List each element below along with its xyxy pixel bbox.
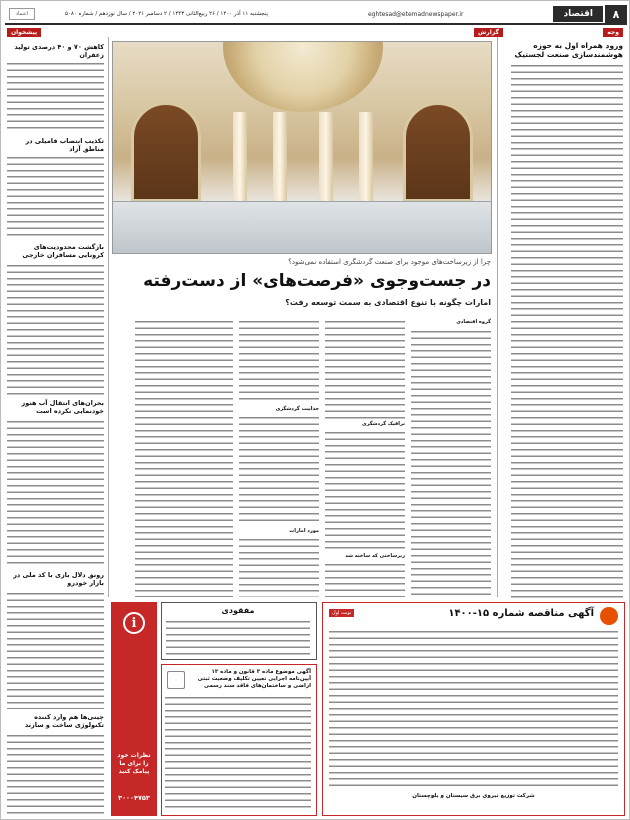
body-column-3c [239,537,319,597]
left-item-3-body [7,263,104,395]
main-subhead: امارات چگونه با تنوع اقتصادی به سمت توسعه رفت؟ [285,298,491,307]
right-column-headline: ورود همراه اول به حوزه هوشمندسازی صنعت لجستیک [514,41,623,60]
missing-notice [161,602,317,660]
byline: گروه اقتصادی [456,319,491,325]
issue-date: پنجشنبه ۱۱ آذر ۱۴۰۰ / ۲۶ ربیع‌الثانی ۱۴۴۳ / ۲ دسامبر ۲۰۲۱ / سال نوزدهم / شماره ۵۰۸۰ [65,11,268,17]
section-label: اقتصاد [553,6,603,22]
tag-report: گزارش [474,28,503,37]
hall-photo [112,41,492,254]
left-item-3-title: بازگشت محدودیت‌های کرونایی مسافران خارجی [22,243,104,260]
left-item-2-body [7,155,104,239]
tender-badge: نوبت اول [329,609,354,617]
body-column-2b [325,430,405,550]
legal-notice-body [165,695,311,811]
tender-footer: شرکت توزیع نیروی برق سیستان و بلوچستان [412,793,535,799]
subhead-infra: زیرساختی که ساخته شد [345,553,405,559]
left-item-1-body [7,61,104,133]
tag-right: وجه [603,28,623,37]
left-item-1-title: کاهش ۷۰ و ۴۰ درصدی تولید زعفران [14,43,104,60]
sms-promo-text: نظرات خود را برای ما پیامک کنید [117,752,151,775]
left-item-5-body [7,591,104,709]
legal-notice-title: آگهی موضوع ماده ۳ قانون و ماده ۱۳ آیین‌نامه اجرایی تعیین تکلیف وضعیت ثبتی اراضی و ساختمان‌های فاقد سند رسمی [197,669,311,689]
sms-promo [111,602,157,816]
sms-number: ۳۰۰۰۴۷۵۳ [118,794,150,802]
subhead-traffic: ترافیک گردشگری [362,421,405,427]
page-number: ۸ [605,5,627,23]
body-column-3b [239,415,319,525]
missing-title: مفقودی [221,606,255,615]
tag-left: پیشخوان [7,28,41,37]
left-item-4-title: بحران‌های انتقال آب هنوز خودنمایی نکرده است [21,399,104,416]
subhead-attraction: جذابیت گردشگری [275,406,319,412]
body-column-1 [411,329,491,597]
main-headline: در جست‌وجوی «فرصت‌های» از دست‌رفته [143,271,491,291]
masthead [5,5,627,25]
left-item-2-title: تکذیب انتصاب فامیلی در مناطق آزاد [25,137,104,154]
right-column-body [511,63,623,599]
left-item-6-body [7,733,104,815]
section-email: eghtesad@etemadnewspaper.ir [367,10,464,18]
legal-notice [161,664,317,816]
body-column-4 [135,319,233,597]
tender-body [329,629,618,787]
column-divider [497,37,498,597]
left-item-6-title: چینی‌ها هم وارد کننده تکنولوژی ساخت و سازند [24,713,104,730]
kicker: چرا از زیرساخت‌های موجود برای صنعت گردشگری استفاده نمی‌شود؟ [288,258,491,266]
subhead-uae: مورد امارات [289,528,319,534]
body-column-2a [325,319,405,419]
left-item-5-title: رونق دلال بازی با کد ملی در بازار خودرو [13,571,104,588]
missing-body [166,619,310,657]
emblem-icon [167,671,185,689]
newspaper-logo: اعتماد [9,8,35,20]
tender-title: آگهی مناقصه شماره ۱۵-۱۴۰۰ [448,608,594,619]
body-column-3a [239,319,319,404]
info-icon: i [123,612,145,634]
tender-ad [322,602,625,816]
utility-logo-icon [600,607,618,625]
body-column-2c [325,562,405,597]
column-divider-left [108,37,109,597]
left-item-4-body [7,419,104,567]
